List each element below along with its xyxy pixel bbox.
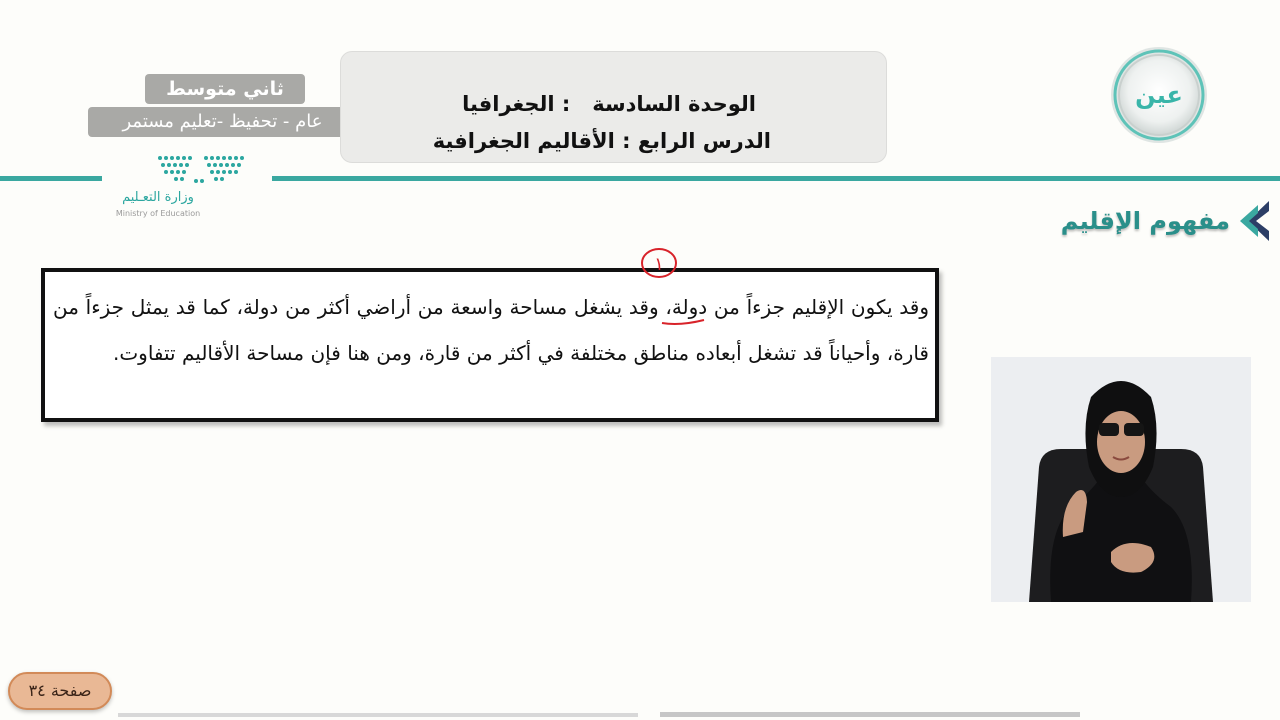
grade-badge: ثاني متوسط [145, 74, 305, 104]
channel-logo [1108, 45, 1210, 145]
unit-title: الوحدة السادسة : الجغرافيا [462, 92, 756, 116]
definition-paragraph: وقد يكون الإقليم جزءاً من دولة، وقد يشغل مساحة واسعة من أراضي أكثر من دولة، كما قد يمثل جزءاً من قارة، وأحياناً قد تشغل أبعاده مناطق مختلفة في أكثر من قارة، ومن هنا فإن مساحة الأقاليم تتفاوت. [53, 295, 929, 365]
progress-track [118, 713, 638, 717]
ministry-name-ar: وزارة التعـليم [122, 190, 194, 205]
lesson-title-box [340, 51, 887, 163]
svg-text:١: ١ [654, 254, 664, 275]
sign-language-interpreter-video [991, 357, 1251, 602]
section-heading-text: مفهوم الإقليم [1060, 207, 1230, 235]
progress-track-secondary [660, 712, 1080, 717]
lesson-title: الدرس الرابع : الأقاليم الجغرافية [432, 129, 771, 153]
page-number-badge: صفحة ٣٤ [8, 672, 112, 710]
interpreter-figure [991, 357, 1251, 602]
section-heading [1061, 196, 1270, 246]
double-chevron-left-icon [1236, 199, 1270, 243]
svg-text:عين: عين [1135, 81, 1183, 109]
ministry-logo [108, 150, 258, 225]
ministry-dots-icon [156, 154, 246, 186]
track-badge: عام - تحفيظ -تعليم مستمر [88, 107, 357, 137]
definition-box [41, 268, 939, 422]
handwritten-annotation [600, 240, 720, 330]
channel-logo-icon [1108, 45, 1210, 145]
ministry-name-en: Ministry of Education [115, 209, 201, 218]
